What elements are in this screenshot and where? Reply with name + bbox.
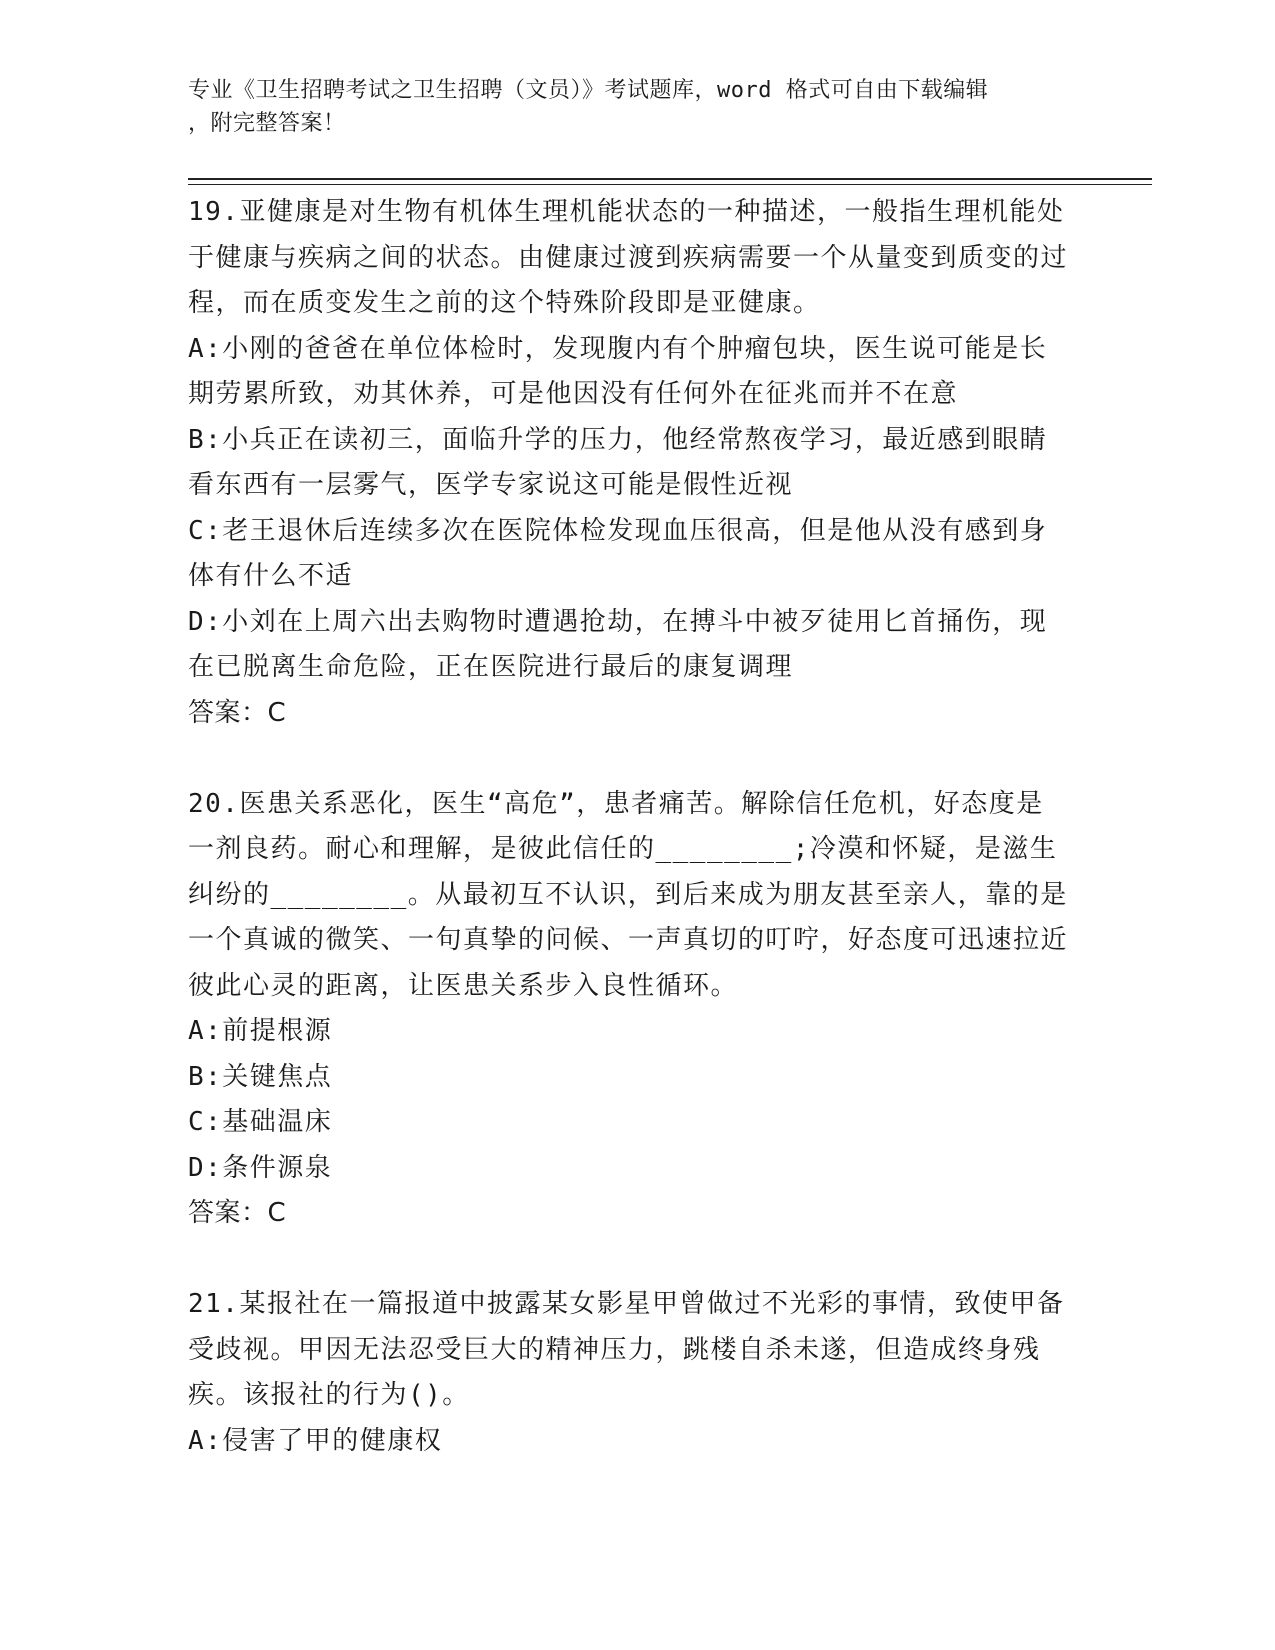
question-20 bbox=[188, 782, 1068, 1237]
question-stem: 21.某报社在一篇报道中披露某女影星甲曾做过不光彩的事情，致使甲备受歧视。甲因无法忍受巨大的精神压力，跳楼自杀未遂，但造成终身残疾。该报社的行为()。 bbox=[188, 1289, 1065, 1410]
header-divider-thin bbox=[188, 184, 1152, 185]
question-stem: 20.医患关系恶化，医生“高危”，患者痛苦。解除信任危机，好态度是一剂良药。耐心和理解，是彼此信任的________;冷漠和怀疑，是滋生纠纷的________。从最初互不认识，到后来成为朋友甚至亲人，靠的是一个真诚的微笑、一句真挚的问候、一声真切的叮咛，好态度可迅速拉近彼此心灵的距离，让医患关系步入良性循环。 bbox=[188, 788, 1069, 1001]
question-19 bbox=[188, 190, 1068, 736]
option-d: D:小刘在上周六出去购物时遭遇抢劫，在搏斗中被歹徒用匕首捅伤，现在已脱离生命危险，正在医院进行最后的康复调理 bbox=[188, 606, 1048, 682]
option-a: A:前提根源 bbox=[188, 1016, 333, 1046]
option-a: A:小刚的爸爸在单位体检时，发现腹内有个肿瘤包块，医生说可能是长期劳累所致，劝其休养，可是他因没有任何外在征兆而并不在意 bbox=[188, 333, 1048, 409]
option-b: B:关键焦点 bbox=[188, 1061, 333, 1092]
option-a: A:侵害了甲的健康权 bbox=[188, 1425, 443, 1456]
answer-line: 答案：C bbox=[188, 1198, 287, 1228]
header-line-2: ，附完整答案！ bbox=[188, 111, 346, 136]
option-d: D:条件源泉 bbox=[188, 1152, 333, 1183]
header-line-1: 专业《卫生招聘考试之卫生招聘（文员）》考试题库，word 格式可自由下载编辑 bbox=[188, 78, 989, 103]
page-header bbox=[188, 74, 1068, 140]
option-c: C:基础温床 bbox=[188, 1107, 333, 1137]
header-divider-thick bbox=[188, 178, 1152, 180]
question-stem: 19.亚健康是对生物有机体生理机能状态的一种描述，一般指生理机能处于健康与疾病之间的状态。由健康过渡到疾病需要一个从量变到质变的过程，而在质变发生之前的这个特殊阶段即是亚健康。 bbox=[188, 197, 1069, 318]
question-21 bbox=[188, 1282, 1068, 1464]
option-c: C:老王退休后连续多次在医院体检发现血压很高，但是他从没有感到身体有什么不适 bbox=[188, 515, 1048, 591]
question-list bbox=[188, 190, 1068, 1510]
answer-line: 答案：C bbox=[188, 697, 287, 728]
option-b: B:小兵正在读初三，面临升学的压力，他经常熬夜学习，最近感到眼睛看东西有一层雾气，医学专家说这可能是假性近视 bbox=[188, 424, 1048, 500]
